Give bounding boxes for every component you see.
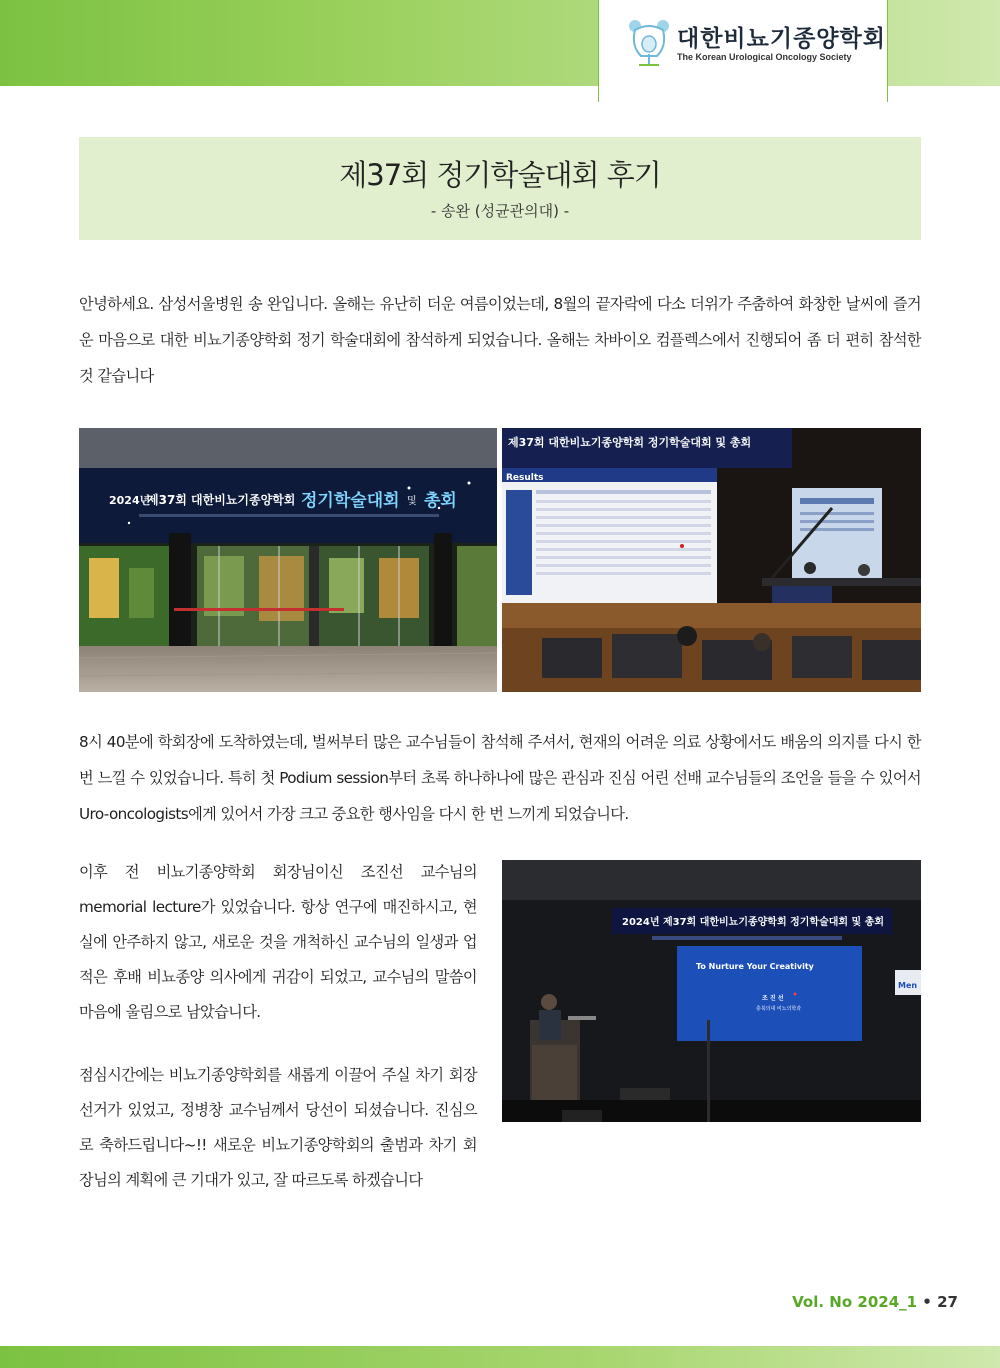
photo-podium-session [502, 428, 921, 692]
volume-label: Vol. No 2024_1 [792, 1293, 918, 1311]
page-footer [792, 1293, 958, 1311]
photo-memorial-lecture [502, 860, 921, 1122]
session-banner-text: 제37회 대한비뇨기종양학회 정기학술대회 및 총회 [508, 436, 752, 449]
slide-title-text: To Nurture Your Creativity [696, 962, 814, 971]
slide-name-text: 조 진 선 [762, 995, 784, 1002]
page-title: 제37회 정기학술대회 후기 [339, 158, 661, 192]
banner-main-text: 제37회 대한비뇨기종양학회 [147, 493, 296, 507]
society-name-ko: 대한비뇨기종양학회 [677, 26, 886, 52]
banner-and-text: 및 [407, 496, 417, 507]
footer-bullet: • [922, 1293, 932, 1311]
lecture-banner-text: 2024년 제37회 대한비뇨기종양학회 정기학술대회 및 총회 [622, 917, 885, 928]
banner-end-text: 총회 [424, 491, 457, 511]
article-paragraph-3: 이후 전 비뇨기종양학회 회장님이신 조진선 교수님의 memorial lecture가 있었습니다. 항상 연구에 매진하시고, 현실에 안주하지 않고, 새로운 것을 개척하신 교수님의 일생과 업적은 후배 비뇨종양 의사에게 귀감이 되었고, 교수님의 말씀이 마음에 울림으로 남았습니다. [79, 863, 477, 1021]
side-slide-text: Men [898, 981, 918, 990]
banner-year-text: 2024년 [109, 494, 151, 507]
article-title-box [79, 137, 921, 240]
society-emblem-icon [627, 16, 671, 68]
article-paragraph-4: 점심시간에는 비뇨기종양학회를 새롭게 이끌어 주실 차기 회장 선거가 있었고, 정병창 교수님께서 당선이 되셨습니다. 진심으로 축하드립니다~!! 새로운 비뇨기종양학회의 출범과 차기 회장님의 계획에 큰 기대가 있고, 잘 따르도록 하겠습니다 [79, 1066, 477, 1189]
page-number: 27 [937, 1293, 958, 1311]
slide-heading-text: Results [506, 473, 544, 483]
banner-highlight-text: 정기학술대회 [301, 491, 400, 511]
society-name-en: The Korean Urological Oncology Society [677, 52, 852, 62]
slide-affil-text: 충북의대 비뇨의학과 [756, 1006, 802, 1012]
footer-band [0, 1346, 1000, 1368]
article-author: - 송완 (성균관의대) - [430, 202, 570, 220]
society-logo [598, 0, 888, 102]
article-paragraph-1: 안녕하세요. 삼성서울병원 송 완입니다. 올해는 유난히 더운 여름이었는데, 8월의 끝자락에 다소 더위가 주춤하여 화창한 날씨에 즐거운 마음으로 대한 비뇨기종양학회 정기 학술대회에 참석하게 되었습니다. 올해는 차바이오 컴플렉스에서 진행되어 좀 더 편히 참석한 것 같습니다 [79, 295, 921, 385]
photo-venue-entrance [79, 428, 497, 692]
article-paragraph-2: 8시 40분에 학회장에 도착하였는데, 벌써부터 많은 교수님들이 참석해 주셔서, 현재의 어려운 의료 상황에서도 배움의 의지를 다시 한 번 느낄 수 있었습니다. 특히 첫 Podium session부터 초록 하나하나에 많은 관심과 진심 어린 선배 교수님들의 조언을 들을 수 있어서 Uro-oncologists에게 있어서 가장 크고 중요한 행사임을 다시 한 번 느끼게 되었습니다. [79, 733, 921, 823]
